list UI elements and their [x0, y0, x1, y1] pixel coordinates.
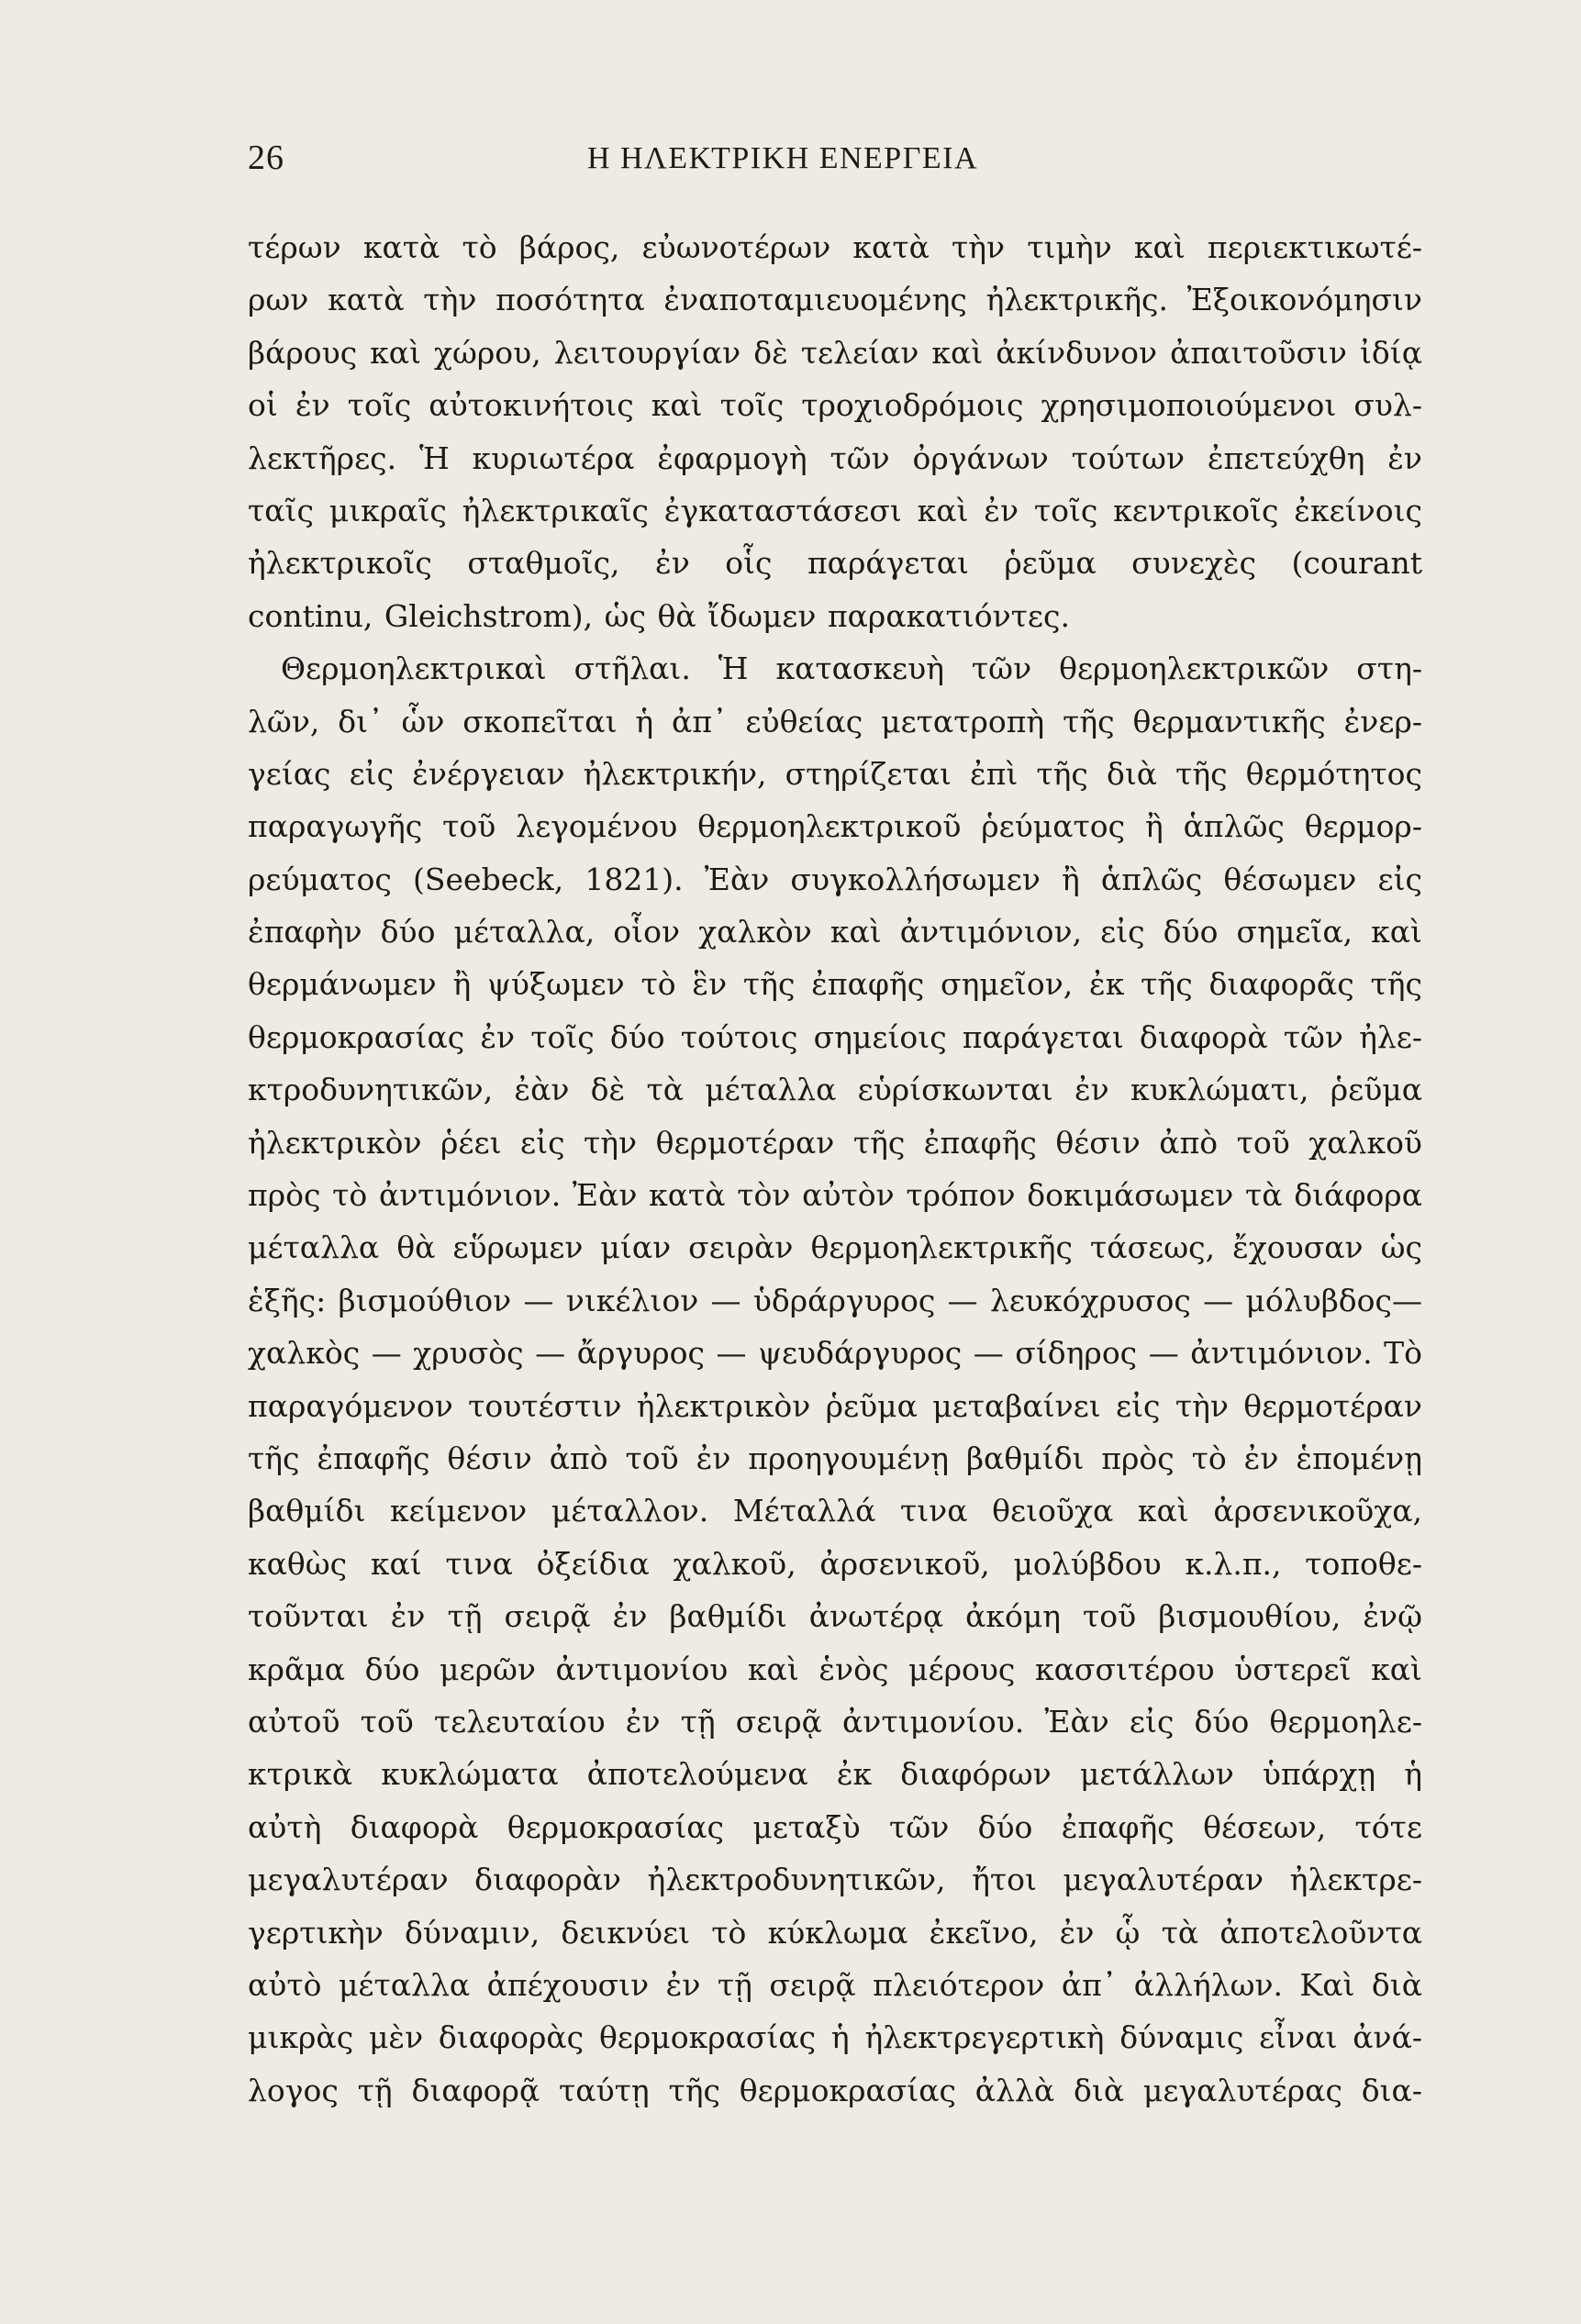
text-line: βαθμίδι κείμενον μέταλλον. Μέταλλά τινα θειοῦχα καὶ ἀρσενικοῦχα, — [248, 1493, 1422, 1529]
text-line: αὐτὸ μέταλλα ἀπέχουσιν ἐν τῇ σειρᾷ πλειότερον ἀπ᾽ ἀλλήλων. Καὶ διὰ — [248, 1966, 1422, 2003]
text-line: χαλκὸς — χρυσὸς — ἄργυρος — ψευδάργυρος — σίδηρος — ἀντιμόνιον. Τὸ — [248, 1335, 1422, 1372]
text-line: τοῦνται ἐν τῇ σειρᾷ ἐν βαθμίδι ἀνωτέρᾳ ἀκόμη τοῦ βισμουθίου, ἐνῷ — [248, 1598, 1422, 1635]
text-line: θερμοκρασίας ἐν τοῖς δύο τούτοις σημείοις παράγεται διαφορὰ τῶν ἠλε- — [248, 1018, 1422, 1055]
text-line: κτρικὰ κυκλώματα ἀποτελούμενα ἐκ διαφόρων μετάλλων ὑπάρχῃ ἡ — [248, 1756, 1422, 1793]
text-line: λῶν, δι᾽ ὧν σκοπεῖται ἡ ἀπ᾽ εὐθείας μετατροπὴ τῆς θερμαντικῆς ἐνερ- — [248, 703, 1422, 739]
text-line: οἱ ἐν τοῖς αὐτοκινήτοις καὶ τοῖς τροχιοδρόμοις χρησιμοποιούμενοι συλ- — [248, 387, 1422, 424]
text-line: ταῖς μικραῖς ἠλεκτρικαῖς ἐγκαταστάσεσι καὶ ἐν τοῖς κεντρικοῖς ἐκείνοις — [248, 492, 1422, 528]
text-line: κτροδυνητικῶν, ἐὰν δὲ τὰ μέταλλα εὑρίσκωνται ἐν κυκλώματι, ῥεῦμα — [248, 1072, 1422, 1108]
text-line: καθὼς καί τινα ὀξείδια χαλκοῦ, ἀρσενικοῦ, μολύβδου κ.λ.π., τοποθε- — [248, 1545, 1422, 1582]
text-line: ἐπαφὴν δύο μέταλλα, οἷον χαλκὸν καὶ ἀντιμόνιον, εἰς δύο σημεῖα, καὶ — [248, 914, 1422, 951]
text-line: παραγόμενον τουτέστιν ἠλεκτρικὸν ῥεῦμα μεταβαίνει εἰς τὴν θερμοτέραν — [248, 1387, 1422, 1424]
text-line: γείας εἰς ἐνέργειαν ἠλεκτρικήν, στηρίζεται ἐπὶ τῆς διὰ τῆς θερμότητος — [248, 755, 1422, 792]
text-line: βάρους καὶ χώρου, λειτουργίαν δὲ τελείαν καὶ ἀκίνδυνον ἀπαιτοῦσιν ἰδίᾳ — [248, 334, 1422, 371]
text-line: αὐτὴ διαφορὰ θερμοκρασίας μεταξὺ τῶν δύο ἐπαφῆς θέσεων, τότε — [248, 1808, 1422, 1845]
running-head — [248, 138, 1450, 193]
text-line: continu, Gleichstrom), ὡς θὰ ἴδωμεν παρακατιόντες. — [248, 597, 1070, 634]
text-line: θερμάνωμεν ἢ ψύξωμεν τὸ ἓν τῆς ἐπαφῆς σημεῖον, ἐκ τῆς διαφορᾶς τῆς — [248, 966, 1422, 1003]
text-line: Θερμοηλεκτρικαὶ στῆλαι. Ἡ κατασκευὴ τῶν θερμοηλεκτρικῶν στη- — [281, 650, 1422, 687]
body-text — [248, 221, 1422, 2117]
text-line: τέρων κατὰ τὸ βάρος, εὐωνοτέρων κατὰ τὴν τιμὴν καὶ περιεκτικωτέ- — [248, 229, 1422, 265]
text-line: ἠλεκτρικοῖς σταθμοῖς, ἐν οἷς παράγεται ῥεῦμα συνεχὲς (courant — [248, 545, 1422, 582]
text-line: αὐτοῦ τοῦ τελευταίου ἐν τῇ σειρᾷ ἀντιμονίου. Ἐὰν εἰς δύο θερμοηλε- — [248, 1703, 1422, 1740]
text-line: ρεύματος (Seebeck, 1821). Ἐὰν συγκολλήσωμεν ἢ ἁπλῶς θέσωμεν εἰς — [248, 861, 1422, 897]
text-line: ρων κατὰ τὴν ποσότητα ἐναποταμιευομένης ἠλεκτρικῆς. Ἐξοικονόμησιν — [248, 282, 1422, 318]
text-line: ἑξῆς: βισμούθιον — νικέλιον — ὑδράργυρος — λευκόχρυσος — μόλυβδος— — [248, 1282, 1422, 1318]
text-line: κρᾶμα δύο μερῶν ἀντιμονίου καὶ ἑνὸς μέρους κασσιτέρου ὑστερεῖ καὶ — [248, 1651, 1422, 1687]
text-line: γερτικὴν δύναμιν, δεικνύει τὸ κύκλωμα ἐκεῖνο, ἐν ᾧ τὰ ἀποτελοῦντα — [248, 1914, 1422, 1951]
text-line: πρὸς τὸ ἀντιμόνιον. Ἐὰν κατὰ τὸν αὐτὸν τρόπον δοκιμάσωμεν τὰ διάφορα — [248, 1177, 1422, 1214]
text-line: μέταλλα θὰ εὕρωμεν μίαν σειρὰν θερμοηλεκτρικῆς τάσεως, ἔχουσαν ὡς — [248, 1229, 1422, 1266]
page-number: 26 — [248, 139, 284, 177]
text-line: ἠλεκτρικὸν ῥέει εἰς τὴν θερμοτέραν τῆς ἐπαφῆς θέσιν ἀπὸ τοῦ χαλκοῦ — [248, 1124, 1422, 1161]
text-line: μικρὰς μὲν διαφορὰς θερμοκρασίας ἡ ἠλεκτρεγερτικὴ δύναμις εἶναι ἀνά- — [248, 2019, 1422, 2056]
text-line: λεκτῆρες. Ἡ κυριωτέρα ἐφαρμογὴ τῶν ὀργάνων τούτων ἐπετεύχθη ἐν — [248, 439, 1422, 476]
text-line: τῆς ἐπαφῆς θέσιν ἀπὸ τοῦ ἐν προηγουμένῃ βαθμίδι πρὸς τὸ ἐν ἑπομένῃ — [248, 1440, 1422, 1476]
text-line: παραγωγῆς τοῦ λεγομένου θερμοηλεκτρικοῦ ῥεύματος ἢ ἁπλῶς θερμορ- — [248, 808, 1422, 845]
running-title: Η ΗΛΕΚΤΡΙΚΗ ΕΝΕΡΓΕΙΑ — [587, 141, 978, 175]
text-line: λογος τῇ διαφορᾷ ταύτῃ τῆς θερμοκρασίας ἀλλὰ διὰ μεγαλυτέρας δια- — [248, 2072, 1422, 2108]
text-line: μεγαλυτέραν διαφορὰν ἠλεκτροδυνητικῶν, ἤτοι μεγαλυτέραν ἠλεκτρε- — [248, 1862, 1422, 1898]
